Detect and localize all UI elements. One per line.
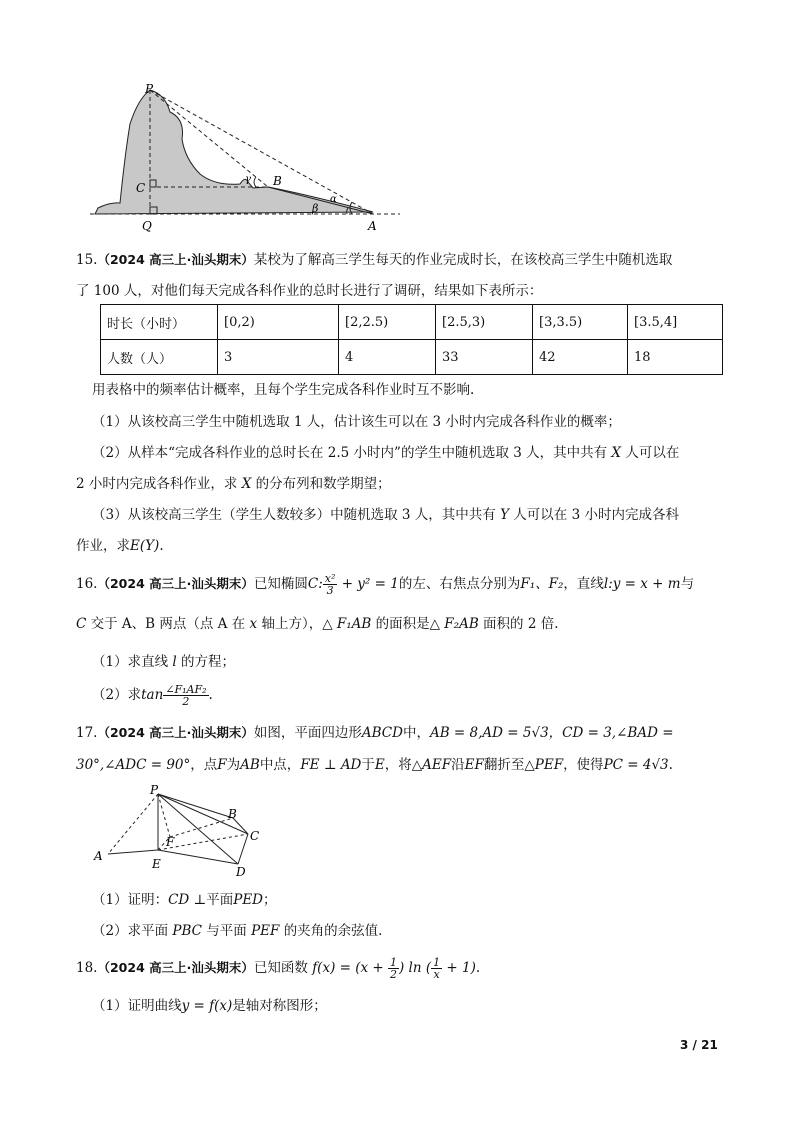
q16-tan: tan: [141, 687, 164, 703]
label-beta: β: [312, 202, 319, 215]
fb-line: [170, 818, 233, 837]
cd-line: [238, 834, 248, 864]
table-cell: 3: [218, 340, 339, 375]
fraction-numerator: ∠F₁AF₂: [165, 683, 207, 696]
q16-part-2: [92, 684, 213, 707]
q18-half-fraction: [388, 957, 399, 980]
q15-p2a-tail: 人可以在: [625, 445, 680, 461]
q16-line2-m: 的面积是: [375, 616, 430, 632]
table-cell: [2.5,3): [436, 305, 533, 340]
q15-part-3-line-1: [92, 505, 679, 525]
label-b: B: [228, 807, 237, 821]
table-cell: 18: [628, 340, 723, 375]
label-a: A: [94, 849, 103, 863]
q16-var-l: l: [172, 654, 177, 670]
q16-p2-end: .: [208, 687, 213, 703]
q16-stem-line-1: [76, 573, 694, 596]
q16-foci: F₁、F₂: [520, 576, 564, 592]
q15-stem-2: 了 100 人，对他们每天完成各科作业的总时长进行了调研，结果如下表所示：: [76, 283, 543, 299]
q16-source: （2024 高三上·汕头期末）: [97, 576, 254, 591]
pa-fold-line: [108, 794, 158, 854]
q17-text: .: [668, 757, 673, 773]
q15-p2a: （2）从样本“完成各科作业的总时长在 2.5 小时内”的学生中随机选取 3 人，其中共有: [92, 445, 608, 461]
q17-p2-pef: PEF: [251, 923, 280, 939]
q16-line2-b: 轴上方），: [261, 616, 323, 632]
q15-part-1: （1）从该校高三学生中随机选取 1 人，估计该生可以在 3 小时内完成各科作业的概率；: [92, 414, 621, 430]
label-a: A: [368, 219, 377, 232]
q16-stem-b: 的左、右焦点分别为: [398, 576, 521, 592]
q18-fx: f(x) = (x +: [312, 960, 388, 976]
q17-var-pef: PEF: [534, 757, 564, 773]
table-row: [101, 340, 723, 375]
table-row: [101, 305, 723, 340]
page-total: 21: [701, 1038, 718, 1052]
table-header-duration: 时长（小时）: [101, 305, 218, 340]
q16-stem-d: 与: [680, 576, 695, 592]
q16-p2-a: （2）求: [92, 687, 142, 703]
table-cell: 42: [533, 340, 628, 375]
q16-ellipse-fraction: [323, 573, 338, 596]
label-q: Q: [142, 219, 152, 232]
q16-stem-line-2: [76, 614, 559, 634]
fraction-numerator: 1: [390, 956, 397, 969]
q17-part-2: [92, 921, 382, 941]
q17-part-1: [92, 890, 277, 910]
q18-p1-b: 是轴对称图形；: [232, 998, 327, 1014]
q18-p1-curve: y = f(x): [181, 998, 233, 1014]
fraction-denominator: 2: [182, 695, 190, 708]
q15-p2b-tail: 的分布列和数学期望；: [255, 476, 391, 492]
label-e: E: [152, 857, 161, 871]
q15-part-3-line-2: [76, 536, 164, 556]
q17-text: 中点，: [259, 757, 301, 773]
q16-stem-c: ，直线: [563, 576, 604, 592]
q17-var-ab: AB: [240, 757, 260, 773]
q17-p2-a: （2）求平面: [92, 923, 169, 939]
pb-line: [158, 794, 233, 818]
q15-table: [100, 304, 723, 375]
q17-p2-c: 的夹角的余弦值.: [283, 923, 383, 939]
q17-cond-1: AB = 8,AD = 5√3: [429, 725, 549, 741]
q16-triangle-2: △ F₂AB: [429, 616, 479, 632]
gamma-arc: [254, 177, 256, 187]
q17-stem-line-1: [76, 723, 674, 743]
q15-number: 15.: [76, 252, 98, 268]
q17-angles: 30°,∠ADC = 90°: [76, 757, 191, 773]
q15-var-x: X: [241, 476, 252, 492]
q15-p2b-head: 2 小时内完成各科作业，求: [76, 476, 238, 492]
q15-p3b-tail: .: [159, 538, 164, 554]
q17-var-f: F: [217, 757, 227, 773]
q17-var-e: E: [374, 757, 385, 773]
page-number: [680, 1038, 718, 1052]
q15-p3a-head: （3）从该校高三学生（学生人数较多）中随机选取 3 人，其中共有: [92, 507, 496, 523]
label-alpha: α: [330, 194, 337, 205]
q17-text: 沿: [451, 757, 465, 773]
fraction-denominator: x: [433, 968, 440, 981]
table-cell: [0,2): [218, 305, 339, 340]
folded-tetrahedron-figure: [88, 782, 288, 882]
q17-text: ，将△: [384, 757, 423, 773]
q17-stem-b: 中，: [402, 725, 430, 741]
q18-number: 18.: [76, 960, 98, 976]
q15-source: （2024 高三上·汕头期末）: [97, 252, 254, 267]
page-current: 3: [680, 1038, 689, 1052]
q17-stem-line-2: [76, 755, 673, 775]
q17-source: （2024 高三上·汕头期末）: [97, 725, 254, 740]
q15-part-2-line-2: [76, 474, 391, 494]
page-separator: /: [688, 1038, 702, 1052]
q18-stem: [76, 957, 480, 980]
q17-p2-b: 与平面: [206, 923, 247, 939]
q18-ln: ) ln (: [399, 960, 432, 976]
fraction-numerator: x²: [324, 572, 336, 585]
q17-stem-a: 如图，平面四边形: [253, 725, 362, 741]
q16-p1-a: （1）求直线: [92, 654, 169, 670]
q16-x: x: [249, 616, 258, 632]
label-c: C: [136, 181, 146, 195]
q17-p1-perp: CD ⊥: [168, 892, 207, 908]
label-b: B: [273, 174, 282, 188]
q17-p2-pbc: PBC: [172, 923, 202, 939]
pd-line: [158, 794, 238, 864]
q17-text: 于: [361, 757, 375, 773]
q15-var-y: Y: [500, 507, 509, 523]
q15-part-2-line-1: [92, 443, 679, 463]
label-gamma: γ: [245, 174, 251, 185]
q18-stem-a: 已知函数: [253, 960, 308, 976]
q15-p3b-head: 作业，求: [76, 538, 130, 554]
fraction-denominator: 3: [326, 584, 334, 597]
q16-ellipse-rest: + y² = 1: [341, 576, 399, 592]
q15-stem-1: 某校为了解高三学生每天的作业完成时长，在该校高三学生中随机选取: [253, 252, 673, 268]
mountain-angle-figure: [90, 84, 410, 232]
table-header-count: 人数（人）: [101, 340, 218, 375]
q16-angle-fraction: [163, 684, 208, 707]
q17-pc: PC = 4√3: [603, 757, 669, 773]
q16-part-1: [92, 652, 235, 672]
table-cell: 33: [436, 340, 533, 375]
ae-line: [108, 850, 158, 854]
table-cell: [2,2.5): [339, 305, 436, 340]
q15-stem-line-2: [76, 281, 542, 301]
q18-inv-fraction: [431, 957, 442, 980]
q17-p1-end: ；: [263, 892, 277, 908]
q15-p3a-tail: 人可以在 3 小时内完成各科: [513, 507, 679, 523]
q18-part-1: [92, 996, 327, 1016]
q17-text: ，使得: [563, 757, 604, 773]
label-p: P: [145, 84, 154, 96]
ed-line: [158, 850, 238, 864]
q15-expectation: E(Y): [130, 538, 160, 554]
q17-p1-a: （1）证明：: [92, 892, 169, 908]
q17-var-aef: AEF: [422, 757, 452, 773]
q16-c: C: [76, 616, 87, 632]
fraction-denominator: 2: [390, 968, 397, 981]
q16-number: 16.: [76, 576, 98, 592]
q16-ellipse-name: C:: [307, 576, 323, 592]
label-p: P: [150, 783, 159, 797]
q18-tail: + 1).: [442, 960, 481, 976]
q17-perp: FE ⊥ AD: [300, 757, 362, 773]
q16-triangle-1: △ F₁AB: [322, 616, 372, 632]
q15-note: 用表格中的频率估计概率，且每个学生完成各科作业时互不影响.: [92, 382, 475, 398]
q17-p1-b: 平面: [206, 892, 234, 908]
table-cell: 4: [339, 340, 436, 375]
q17-text: ，点: [190, 757, 218, 773]
q18-source: （2024 高三上·汕头期末）: [97, 960, 254, 975]
q15-var-x: X: [611, 445, 622, 461]
q16-line-eq: l:y = x + m: [603, 576, 681, 592]
q18-p1-a: （1）证明曲线: [92, 998, 182, 1014]
q17-p1-plane: PED: [233, 892, 263, 908]
fraction-numerator: 1: [433, 956, 441, 969]
pf-line: [158, 794, 170, 837]
label-d: D: [236, 865, 246, 879]
q15-stem-line-1: [76, 250, 672, 270]
q16-line2-e: 面积的 2 倍.: [483, 616, 559, 632]
q16-stem-a: 已知椭圆: [253, 576, 308, 592]
q17-cond-2: ，CD = 3,∠BAD =: [548, 725, 674, 741]
q17-number: 17.: [76, 725, 98, 741]
q16-line2-a: 交于 A、B 两点（点 A 在: [90, 616, 246, 632]
q17-text: 翻折至△: [483, 757, 535, 773]
q17-text: 为: [226, 757, 241, 773]
table-cell: [3,3.5): [533, 305, 628, 340]
q17-quad: ABCD: [361, 725, 403, 741]
table-cell: [3.5,4]: [628, 305, 723, 340]
label-f: F: [166, 835, 175, 849]
q16-p1-b: 的方程；: [181, 654, 236, 670]
label-c: C: [250, 829, 260, 843]
q17-var-ef: EF: [464, 757, 484, 773]
